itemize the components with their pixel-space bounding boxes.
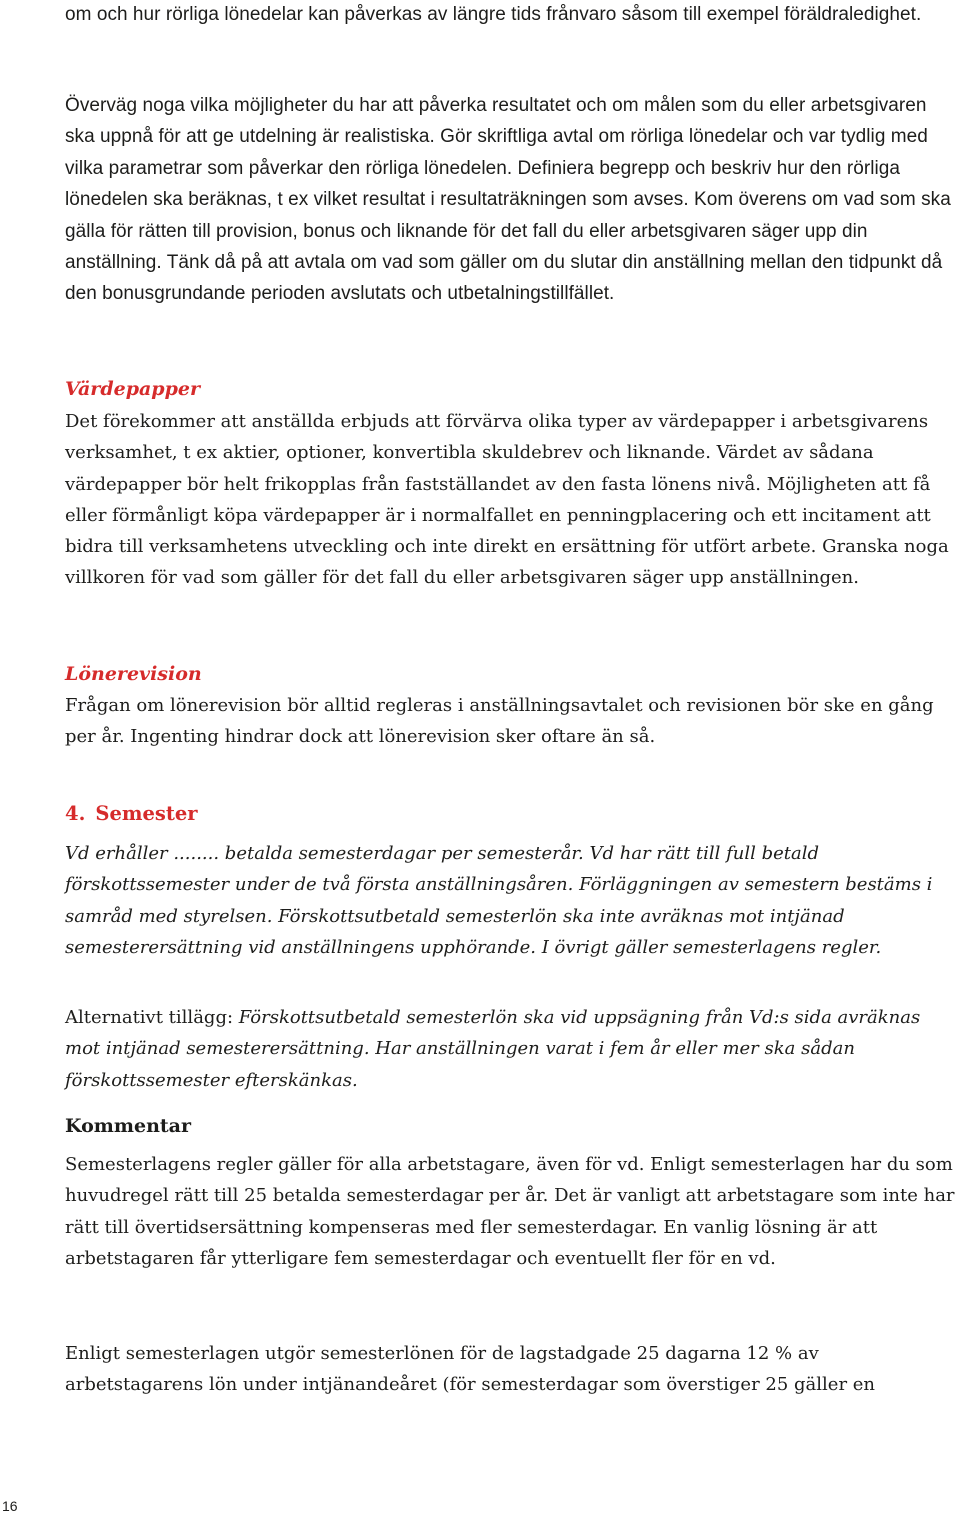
alternative-label: Alternativt tillägg: xyxy=(65,1007,234,1028)
alternative-addition xyxy=(65,1002,960,1096)
lonerevision-heading: Lönerevision xyxy=(65,663,202,685)
intro-paragraph-1: om och hur rörliga lönedelar kan påverkas av längre tids frånvaro såsom till exempel föräldraledighet. xyxy=(65,4,922,25)
kommentar-heading: Kommentar xyxy=(65,1115,191,1137)
intro-paragraph-2: Överväg noga vilka möjligheter du har att påverka resultatet och om målen som du eller arbetsgivaren ska uppnå för att ge utdelning är realistiska. Gör skriftliga avtal om rörliga lönedelar och var tydlig med vilka parametrar som påverkar den rörliga lönedelen. Definiera begrepp och beskriv hur den rörliga lönedelen ska beräknas, t ex vilket resultat i resultaträkningen som avses. Kom överens om vad som ska gälla för rätten till provision, bonus och liknande för det fall du eller arbetsgivaren säger upp din anställning. Tänk då på att avtala om vad som gäller om du slutar din anställning mellan den tidpunkt då den bonusgrundande perioden avslutats och utbetalningstillfället. xyxy=(65,95,951,305)
vardepapper-heading: Värdepapper xyxy=(65,378,200,400)
lonerevision-body: Frågan om lönerevision bör alltid regleras i anställningsavtalet och revisionen bör ske en gång per år. Ingenting hindrar dock att lönerevision sker oftare än så. xyxy=(65,695,934,748)
section-number: 4. xyxy=(65,802,86,825)
kommentar-paragraph-1: Semesterlagens regler gäller för alla arbetstagare, även för vd. Enligt semesterlagen har du som huvudregel rätt till 25 betalda semesterdagar per år. Det är vanligt att arbetstagare som inte har rätt till övertidsersättning kompenseras med fler semesterdagar. En vanlig lösning är att arbetstagaren får ytterligare fem semesterdagar och eventuellt fler för en vd. xyxy=(65,1154,955,1269)
alternative-text: Förskottsutbetald semesterlön ska vid uppsägning från Vd:s sida avräknas mot intjänad semesterersättning. Har anställningen varat i fem år eller mer ska sådan förskottssemester efterskänkas. xyxy=(65,1007,921,1091)
vardepapper-body: Det förekommer att anställda erbjuds att förvärva olika typer av värdepapper i arbetsgivarens verksamhet, t ex aktier, optioner, konvertibla skuldebrev och liknande. Värdet av sådana värdepapper bör helt frikopplas från fastställandet av den fasta lönens nivå. Möjligheten att få eller förmånligt köpa värdepapper är i normalfallet en penningplacering och ett incitament att bidra till verksamhetens utveckling och inte direkt en ersättning för utfört arbete. Granska noga villkoren för vad som gäller för det fall du eller arbetsgivaren säger upp anställningen. xyxy=(65,411,949,589)
section-title: Semester xyxy=(95,802,198,825)
semester-clause: Vd erhåller ........ betalda semesterdagar per semesterår. Vd har rätt till full betald förskottssemester under de två första anställningsåren. Förläggningen av semestern bestäms i samråd med styrelsen. Förskottsutbetald semesterlön ska inte avräknas mot intjänad semesterersättning vid anställningens upphörande. I övrigt gäller semesterlagens regler. xyxy=(65,843,933,958)
page-number: 16 xyxy=(2,1498,18,1514)
kommentar-paragraph-2: Enligt semesterlagen utgör semesterlönen för de lagstadgade 25 dagarna 12 % av arbetstagarens lön under intjänandeåret (för semesterdagar som överstiger 25 gäller en xyxy=(65,1343,876,1396)
section-heading-semester xyxy=(65,800,960,828)
